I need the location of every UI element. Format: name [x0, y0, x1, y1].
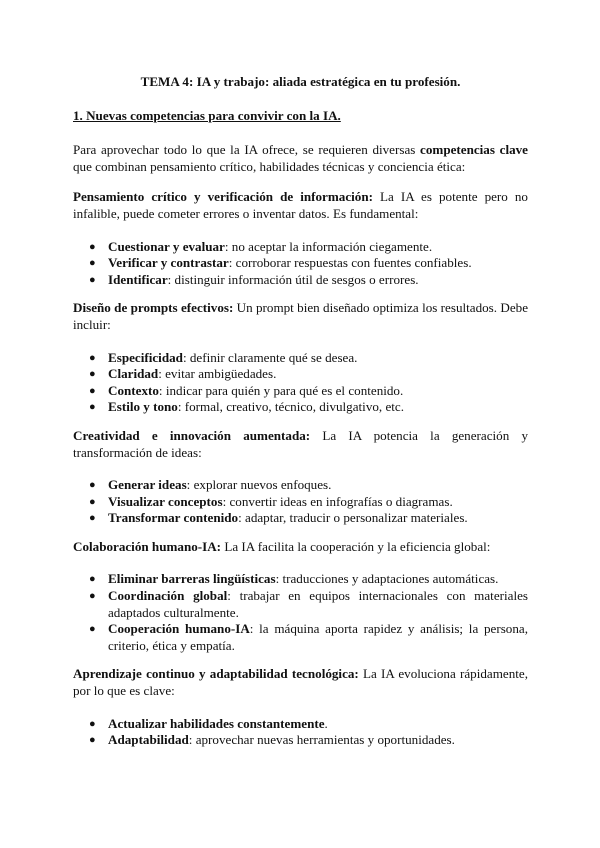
list-item: ● Coordinación global: trabajar en equipos internacionales con materiales adaptados culturalmente. — [89, 588, 528, 620]
bullet-icon: ● — [89, 495, 96, 508]
list-critical-thinking — [73, 239, 528, 289]
list-item: ● Visualizar conceptos: convertir ideas en infografías o diagramas. — [89, 493, 453, 509]
list-item: ● Claridad: evitar ambigüedades. — [89, 366, 277, 382]
bullet-icon: ● — [89, 240, 96, 253]
bullet-icon: ● — [89, 479, 96, 492]
bullet-icon: ● — [89, 590, 96, 603]
bullet-icon: ● — [89, 351, 96, 364]
bullet-icon: ● — [89, 734, 96, 747]
block-lead-learning: Aprendizaje continuo y adaptabilidad tecnológica: La IA evoluciona rápidamente, por lo que es clave: — [73, 666, 528, 699]
list-item: ● Verificar y contrastar: corroborar respuestas con fuentes confiables. — [89, 255, 472, 271]
list-creativity — [73, 477, 528, 527]
intro-bold-term: competencias clave — [420, 142, 528, 158]
document-title: TEMA 4: IA y trabajo: aliada estratégica en tu profesión. — [140, 74, 461, 89]
bullet-icon: ● — [89, 512, 96, 525]
list-collaboration — [73, 571, 528, 654]
bullet-icon: ● — [89, 384, 96, 397]
list-item: ● Transformar contenido: adaptar, traducir o personalizar materiales. — [89, 510, 468, 526]
list-item: ● Generar ideas: explorar nuevos enfoques. — [89, 477, 332, 493]
bullet-icon: ● — [89, 368, 96, 381]
section-heading: 1. Nuevas competencias para convivir con la IA. — [73, 107, 341, 123]
bullet-icon: ● — [89, 257, 96, 270]
bullet-icon: ● — [89, 623, 96, 636]
bullet-icon: ● — [89, 401, 96, 414]
bullet-icon: ● — [89, 573, 96, 586]
block-lead-collaboration: Colaboración humano-IA: La IA facilita la cooperación y la eficiencia global: — [73, 538, 491, 554]
list-item: ● Eliminar barreras lingüísticas: traducciones y adaptaciones automáticas. — [89, 571, 499, 587]
list-item: ● Contexto: indicar para quién y para qué es el contenido. — [89, 382, 404, 398]
block-lead-prompt-design: Diseño de prompts efectivos: Un prompt bien diseñado optimiza los resultados. Debe incluir: — [73, 300, 529, 332]
bullet-icon: ● — [89, 717, 96, 730]
list-item: ● Cooperación humano-IA: la máquina aporta rapidez y análisis; la persona, criterio, ética y empatía. — [89, 621, 528, 653]
block-lead-creativity: Creatividad e innovación aumentada: La IA potencia la generación y transformación de ideas: — [73, 427, 528, 460]
block-lead-critical-thinking: Pensamiento crítico y verificación de información: La IA es potente pero no infalible, puede cometer errores o inventar datos. Es fundamental: — [73, 189, 528, 221]
bullet-icon: ● — [89, 273, 96, 286]
list-item: ● Cuestionar y evaluar: no aceptar la información ciegamente. — [89, 238, 433, 254]
list-item: ● Actualizar habilidades constantemente. — [89, 715, 328, 731]
list-item: ● Identificar: distinguir información útil de sesgos o errores. — [89, 271, 419, 287]
list-item: ● Adaptabilidad: aprovechar nuevas herramientas y oportunidades. — [89, 732, 455, 748]
list-learning — [73, 716, 528, 749]
list-prompt-design — [73, 350, 528, 416]
intro-paragraph: Para aprovechar todo lo que la IA ofrece, se requieren diversas competencias clave que combinan pensamiento crítico, habilidades técnicas y conciencia ética: — [73, 142, 528, 174]
list-item: ● Especificidad: definir claramente qué se desea. — [89, 349, 358, 365]
list-item: ● Estilo y tono: formal, creativo, técnico, divulgativo, etc. — [89, 399, 404, 415]
